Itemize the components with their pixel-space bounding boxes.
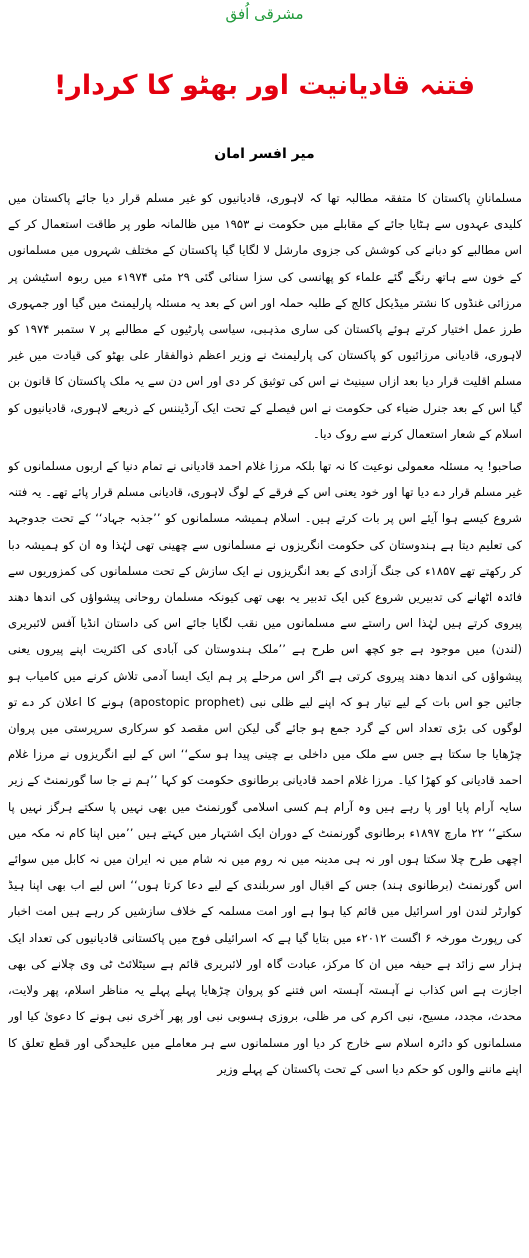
headline: فتنہ قادیانیت اور بھٹو کا کردار!: [53, 70, 476, 101]
section-label: مشرقی اُفق: [225, 5, 304, 23]
article-body: [8, 185, 522, 1253]
byline: میر افسر امان: [214, 146, 315, 162]
paragraph-1: مسلمانانِ پاکستان کا متفقہ مطالبہ تھا کہ لاہوری، قادیانیوں کو غیر مسلم قرار دیا جائے پاکستان میں کلیدی عہدوں سے ہٹایا جائے کے مقابلے میں حکومت نے ۱۹۵۳ میں ظالمانہ طور پر طاقت استعمال کر کے اس مطالبے کو دبانے کی کوشش کی جزوی مارشل لا لگایا گیا پاکستان کے مختلف شہروں میں مسلمانوں کے خون سے ہاتھ رنگے گئے علماء کو پھانسی کی سزا سنائی گئی ۲۹ مئی ۱۹۷۴ء میں ربوہ اسٹیشن پر مرزائی غنڈوں کا نشتر میڈیکل کالج کے طلبہ حملہ اور اس کے بعد یہ مسئلہ پارلیمنٹ میں گیا اور جمہوری طرز عمل اختیار کرتے ہوئے پاکستان کی ساری مذہبی، سیاسی پارٹیوں کے مطالبے پر ۷ ستمبر ۱۹۷۴ کو لاہوری، قادیانی مرزائیوں کو پاکستان کی پارلیمنٹ نے وزیر اعظم ذوالفقار علی بھٹو کی قیادت میں غیر مسلم اقلیت قرار دیا بعد ازاں سینیٹ نے اس کی توثیق کر دی اور اس دن سے یہ ملک پاکستان کا قانون بن گیا اس کے بعد جنرل ضیاء کی حکومت نے اس فیصلے کے تحت ایک آرڈیننس کے ذریعے لاہوری، قادیانیوں کو اسلام کے شعار استعمال کرنے سے روک دیا۔: [8, 191, 522, 441]
paragraph-2: صاحبو! یہ مسئلہ معمولی نوعیت کا نہ تھا بلکہ مرزا غلام احمد قادیانی نے تمام دنیا کے اربوں مسلمانوں کو غیر مسلم قرار دے دیا تھا اور خود یعنی اس کے فرقے کے لوگ لاہوری، قادیانی مسلم قرار پائے تھے۔ یہ فتنہ شروع کیسے ہوا آیئے اس پر بات کرتے ہیں۔ اسلام ہمیشہ مسلمانوں کو ’’جذبہ جہاد‘‘ کے تحت جدوجہد کی تعلیم دیتا ہے ہندوستان کی حکومت انگریزوں نے مسلمانوں سے چھینی تھی لہٰذا وہ ان کو ہمیشہ دبا کر رکھتے تھے ۱۸۵۷ء کی جنگ آزادی کے بعد انگریزوں نے ایک سازش کے تحت مسلمانوں کی کمزوریوں سے فائدہ اٹھانے کی تدبیریں شروع کیں ایک تدبیر یہ بھی تھی کیونکہ مسلمان روحانی پیشواؤں کی اندھا دھند پیروی کرتے ہیں لہٰذا اس راستے سے مسلمانوں میں نقب لگایا جائے اس کی داستان انڈیا آفس لائبریری (لندن) میں موجود ہے جو کچھ اس طرح ہے ’’ملک ہندوستان کی آبادی کی اکثریت اپنے پیروں یعنی پیشواؤں کی اندھا دھند پیروی کرتی ہے اگر اس مرحلے پر ہم ایک ایسا آدمی تلاش کرنے میں کامیاب ہو جائیں جو اس بات کے لیے تیار ہو کہ اپنے لیے ظلی نبی (apostopic prophet) ہونے کا اعلان کر دے تو لوگوں کی بڑی تعداد اس کے گرد جمع ہو جائے گی لیکن اس مقصد کو سرکاری سرپرستی میں پروان چڑھایا جا سکتا ہے جس سے ملک میں داخلی بے چینی پیدا ہو سکے‘‘ اس کے لیے انگریزوں نے مرزا غلام احمد قادیانی کو کھڑا کیا۔ مرزا غلام احمد قادیانی برطانوی حکومت کو کہا ’’ہم نے جا سا گورنمنٹ کے زیر سایہ آرام پایا اور پا رہے ہیں وہ آرام ہم کسی اسلامی گورنمنٹ میں بھی نہیں پا سکتے ہرگز نہیں پا سکتے‘‘ ۲۲ مارچ ۱۸۹۷ء برطانوی گورنمنٹ کے دوران ایک اشتہار میں کہتے ہیں ’’میں اپنا کام نہ مکہ میں اچھی طرح چلا سکتا ہوں اور نہ ہی مدینہ میں نہ روم میں نہ شام میں نہ ایران میں نہ کابل میں سوائے اس گورنمنٹ (برطانوی ہند) جس کے اقبال اور سربلندی کے لیے دعا کرتا ہوں‘‘ اس لیے اب بھی اپنا ہیڈ کوارٹر لندن اور اسرائیل میں قائم کیا ہوا ہے اور امت مسلمہ کے خلاف سازشیں کر رہے ہیں امت اخبار کی رپورٹ مورخہ ۶ اگست ۲۰۱۲ء میں بتایا گیا ہے کہ اسرائیلی فوج میں پاکستانی قادیانیوں کی تعداد ایک ہزار سے زائد ہے حیفہ میں ان کا مرکز، عبادت گاہ اور لائبریری قائم ہے سیٹلائٹ ٹی وی چلانے کی بھی اجازت ہے اس کذاب نے آہستہ آہستہ اس فتنے کو پروان چڑھایا پہلے پہلے یہ مناظر اسلام، پھر ولایت، محدث، مجدد، مسیح، نبی اکرم کی مر ظلی، بروزی ہسوبی نبی اور پھر آخری نبی ہونے کا دعویٰ کیا اور مسلمانوں کو دائرہ اسلام سے خارج کر دیا اور مسلمانوں سے ہر معاملے میں علیحدگی اور قطع تعلق کا اپنے ماننے والوں کو حکم دیا اسی کے تحت پاکستان کے پہلے وزیر: [8, 459, 522, 1076]
